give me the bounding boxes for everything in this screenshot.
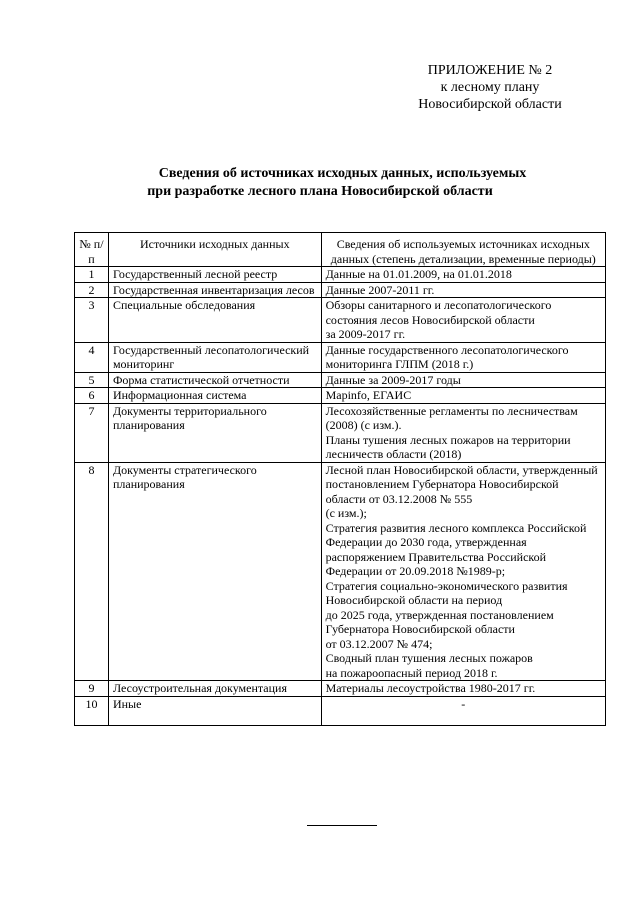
- row-info-line: до 2025 года, утвержденная постановлением Губернатора Новосибирской области: [325, 607, 554, 636]
- title-line-2: при разработке лесного плана Новосибирской области: [147, 184, 493, 199]
- row-info: [321, 462, 605, 681]
- table-row: [75, 342, 606, 372]
- row-info: [321, 681, 605, 697]
- row-source: Документы территориального планирования: [108, 403, 321, 462]
- row-info-line: Материалы лесоустройства 1980-2017 гг.: [325, 681, 536, 695]
- row-number: 2: [75, 282, 109, 298]
- row-info: [321, 696, 605, 725]
- row-source: Государственная инвентаризация лесов: [108, 282, 321, 298]
- row-info-line: -: [461, 696, 466, 711]
- row-number: 10: [75, 696, 109, 725]
- row-number: 5: [75, 372, 109, 388]
- row-info-line: (с изм.);: [325, 506, 367, 520]
- row-source: Документы стратегического планирования: [108, 462, 321, 681]
- row-info-line: Обзоры санитарного и лесопатологического состояния лесов Новосибирской области: [325, 298, 552, 327]
- row-number: 7: [75, 403, 109, 462]
- row-info: [321, 282, 605, 298]
- title-line-1: Сведения об источниках исходных данных, используемых: [158, 166, 527, 181]
- row-info: [321, 388, 605, 404]
- row-source: Иные: [108, 696, 321, 725]
- closing-divider: [307, 825, 377, 826]
- header-num: № п/п: [75, 233, 109, 267]
- table-row: [75, 298, 606, 343]
- row-info: [321, 298, 605, 343]
- row-info-line: Планы тушения лесных пожаров на территории лесничеств области (2018): [325, 432, 571, 461]
- table-row: [75, 282, 606, 298]
- row-number: 8: [75, 462, 109, 681]
- table-header-row: [75, 233, 606, 267]
- appendix-region: Новосибирской области: [418, 97, 562, 112]
- row-info-line: Сводный план тушения лесных пожаров: [325, 651, 533, 665]
- appendix-number: ПРИЛОЖЕНИЕ № 2: [427, 63, 553, 78]
- row-info: [321, 403, 605, 462]
- appendix-subtitle: к лесному плану: [440, 80, 540, 95]
- row-info-line: Лесохозяйственные регламенты по лесничествам (2008) (с изм.).: [325, 403, 578, 432]
- row-number: 3: [75, 298, 109, 343]
- row-info: [321, 342, 605, 372]
- header-source: Источники исходных данных: [108, 233, 321, 267]
- sources-table: [74, 232, 606, 726]
- row-info-line: Данные 2007-2011 гг.: [325, 282, 435, 297]
- row-info-line: Стратегия социально-экономического развития Новосибирской области на период: [325, 578, 568, 607]
- table-row: [75, 681, 606, 697]
- row-number: 9: [75, 681, 109, 697]
- row-info-line: Mapinfo, ЕГАИС: [325, 388, 412, 402]
- row-info-line: Лесной план Новосибирской области, утвержденный постановлением Губернатора Новосибирской области от 03.12.2008 № 555: [325, 462, 598, 506]
- table-row: [75, 372, 606, 388]
- row-source: Государственный лесопатологический мониторинг: [108, 342, 321, 372]
- row-source: Форма статистической отчетности: [108, 372, 321, 388]
- row-info-line: за 2009-2017 гг.: [325, 327, 406, 341]
- row-number: 1: [75, 267, 109, 283]
- row-source: Информационная система: [108, 388, 321, 404]
- table-row: [75, 696, 606, 725]
- document-title: [0, 165, 640, 201]
- row-info-line: Данные за 2009-2017 годы: [325, 372, 461, 387]
- table-body: [75, 267, 606, 726]
- row-source: Специальные обследования: [108, 298, 321, 343]
- appendix-header: [360, 62, 580, 113]
- row-number: 4: [75, 342, 109, 372]
- table-row: [75, 267, 606, 283]
- table-row: [75, 403, 606, 462]
- row-info-line: на пожароопасный период 2018 г.: [325, 665, 498, 680]
- row-source: Лесоустроительная документация: [108, 681, 321, 697]
- row-info: [321, 267, 605, 283]
- table-row: [75, 462, 606, 681]
- row-source: Государственный лесной реестр: [108, 267, 321, 283]
- row-number: 6: [75, 388, 109, 404]
- row-info-line: Данные на 01.01.2009, на 01.01.2018: [325, 267, 512, 281]
- row-info-line: Данные государственного лесопатологического мониторинга ГЛПМ (2018 г.): [325, 342, 569, 371]
- row-info: [321, 372, 605, 388]
- header-info: Сведения об используемых источниках исходных данных (степень детализации, временные периоды): [321, 233, 605, 267]
- row-info-line: Стратегия развития лесного комплекса Российской Федерации до 2030 года, утвержденная распоряжением Правительства Российской Федерации от 20.09.2018 №1989-р;: [325, 520, 587, 578]
- row-info-line: от 03.12.2007 № 474;: [325, 636, 433, 651]
- table-row: [75, 388, 606, 404]
